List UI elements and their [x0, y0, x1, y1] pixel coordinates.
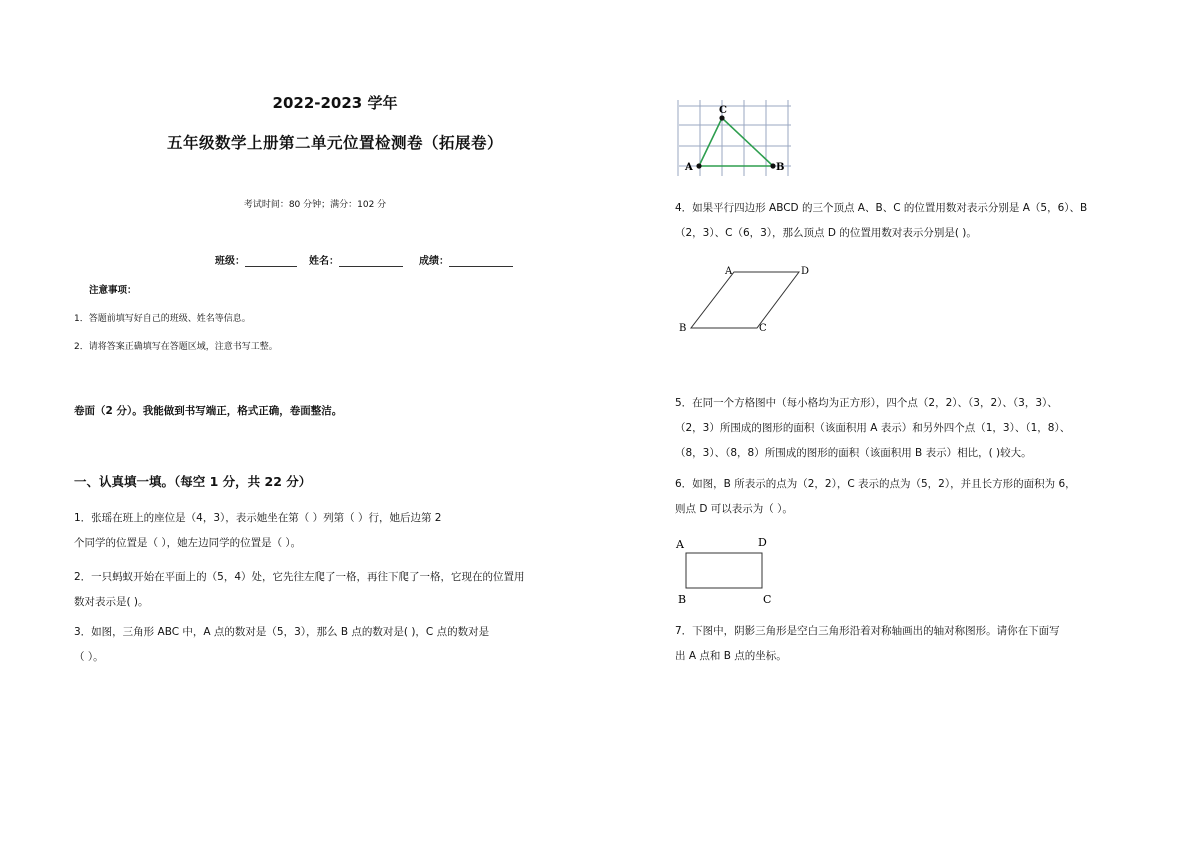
question-7-line-1: 7．下图中，阴影三角形是空白三角形沿着对称轴画出的轴对称图形。请你在下面写: [675, 625, 1060, 637]
question-5-line-3: （8，3）、（8，8）所围成的图形的面积（该面积用 B 表示）相比，( )较大。: [675, 447, 1032, 459]
question-5-line-2: （2，3）所围成的图形的面积（该面积用 A 表示）和另外四个点（1，3）、（1，8）、: [675, 422, 1071, 434]
exam-info: 考试时间：80 分钟；满分：102 分: [243, 200, 387, 210]
rectangle-label-d: D: [758, 536, 767, 549]
triangle-label-c: C: [719, 105, 727, 116]
question-7: [675, 619, 1125, 669]
notice-title: 注意事项：: [89, 285, 137, 296]
question-1-line-2: 个同学的位置是（ ），她左边同学的位置是（ ）。: [74, 537, 302, 549]
question-2-line-1: 2．一只蚂蚁开始在平面上的（5，4）处，它先往左爬了一格，再往下爬了一格，它现在的位置用: [74, 571, 525, 583]
point-b: [770, 163, 775, 168]
class-blank[interactable]: [245, 255, 297, 267]
parallelogram-label-d: D: [801, 266, 810, 277]
student-info-fields: [215, 252, 525, 267]
question-5-line-1: 5．在同一个方格图中（每小格均为正方形），四个点（2，2）、（3，2）、（3，3）、: [675, 397, 1058, 409]
exam-year: 2022-2023 学年: [272, 94, 398, 112]
rectangle-abcd: [686, 553, 762, 588]
question-6-line-1: 6．如图，B 所表示的点为（2，2），C 表示的点为（5，2），并且长方形的面积为 6，: [675, 478, 1076, 490]
question-3-line-1: 3．如图，三角形 ABC 中，A 点的数对是（5，3），那么 B 点的数对是( )，C 点的数对是: [74, 626, 490, 638]
score-blank[interactable]: [449, 255, 513, 267]
rectangle-label-a: A: [676, 538, 684, 551]
score-label: 成绩：: [419, 256, 449, 267]
parallelogram-label-b: B: [679, 323, 687, 334]
question-4: [675, 196, 1125, 246]
parallelogram-label-a: A: [725, 266, 733, 277]
notice-item-2: 2．请将答案正确填写在答题区域，注意书写工整。: [74, 342, 278, 352]
question-4-line-2: （2，3）、C（6，3），那么顶点 D 的位置用数对表示分别是( )。: [675, 227, 977, 239]
rectangle-label-c: C: [763, 593, 772, 606]
triangle-label-a: A: [685, 162, 693, 173]
parallelogram-abcd: [691, 272, 799, 328]
question-2-line-2: 数对表示是( )。: [74, 596, 149, 608]
point-c: [719, 115, 724, 120]
question-3-line-2: （ ）。: [74, 651, 104, 663]
question-7-line-2: 出 A 点和 B 点的坐标。: [675, 650, 787, 662]
parallelogram-label-c: C: [759, 323, 767, 334]
question-4-line-1: 4．如果平行四边形 ABCD 的三个顶点 A、B、C 的位置用数对表示分别是 A（5，6）、B: [675, 202, 1088, 214]
name-label: 姓名：: [309, 256, 339, 267]
question-1-line-1: 1．张瑶在班上的座位是（4，3），表示她坐在第（ ）列第（ ）行，她后边第 2: [74, 512, 442, 524]
exam-title: 五年级数学上册第二单元位置检测卷（拓展卷）: [166, 134, 503, 152]
rectangle-label-b: B: [678, 593, 687, 606]
question-6: [675, 472, 1125, 522]
section-heading: 一、认真填一填。（每空 1 分，共 22 分）: [74, 474, 312, 489]
question-2: [74, 565, 594, 615]
notice-item-1: 1．答题前填写好自己的班级、姓名等信息。: [74, 314, 251, 324]
triangle-label-b: B: [776, 162, 785, 173]
point-a: [696, 163, 701, 168]
question-6-line-2: 则点 D 可以表示为（ ）。: [675, 503, 793, 515]
class-label: 班级：: [215, 256, 245, 267]
name-blank[interactable]: [339, 255, 403, 267]
parallelogram-figure: [676, 262, 816, 338]
question-1: [74, 506, 594, 556]
question-5: [675, 391, 1125, 466]
rectangle-figure: [674, 534, 784, 606]
triangle-grid-figure: [676, 98, 796, 178]
question-3: [74, 620, 594, 670]
neatness-statement: 卷面（2 分）。我能做到书写端正，格式正确，卷面整洁。: [74, 405, 343, 417]
